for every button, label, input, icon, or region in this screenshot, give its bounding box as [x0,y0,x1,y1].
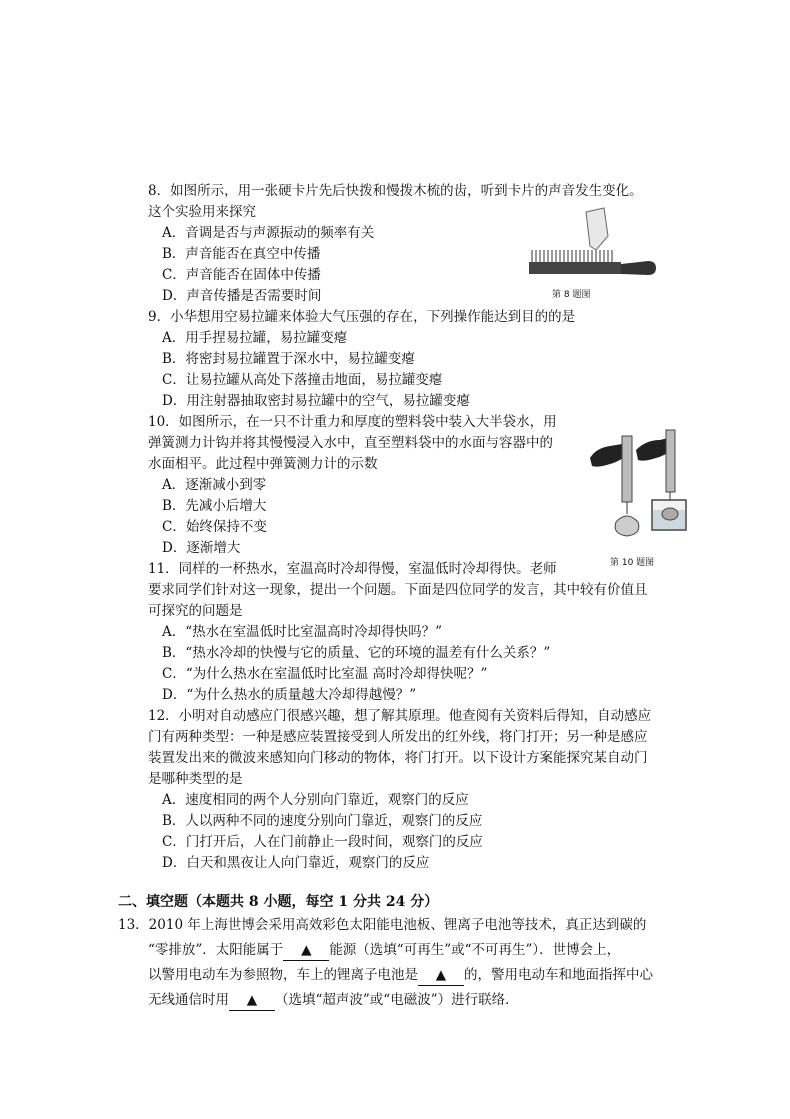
q12-stem-line3: 装置发出来的微波来感知向门移动的物体，将门打开。以下设计方案能探究某自动门 [148,750,648,766]
q11-option-d: D．“为什么热水的质量越大冷却得越慢？” [162,687,417,703]
q10-stem-line3: 水面相平。此过程中弹簧测力计的示数 [148,456,378,472]
q8-option-b: B．声音能否在真空中传播 [162,246,321,262]
q13-line3-text-a: 以警用电动车为参照物，车上的锂离子电池是 [148,967,418,983]
q11-stem-line1: 11．同样的一杯热水，室温高时冷却得慢，室温低时冷却得快。老师 [148,561,557,577]
q12-stem-line4: 是哪种类型的是 [148,771,243,787]
q11-option-a: A．“热水在室温低时比室温高时冷却得快吗？” [162,624,443,640]
q13-blank-1[interactable]: ▲ [283,940,329,961]
q11-stem-line3: 可探究的问题是 [148,603,243,619]
q8-figure-caption: 第 8 题图 [552,290,591,300]
q12-option-d: D．白天和黑夜让人向门靠近，观察门的反应 [162,855,430,871]
q9-option-b: B．将密封易拉罐置于深水中，易拉罐变瘪 [162,351,415,367]
q10-option-d: D．逐渐增大 [162,540,241,556]
q9-stem: 9．小华想用空易拉罐来体验大气压强的存在，下列操作能达到目的的是 [148,309,576,325]
comb-handle [621,261,656,275]
q12-option-c: C．门打开后，人在门前静止一段时间，观察门的反应 [162,834,483,850]
q8-option-c: C．声音能否在固体中传播 [162,267,321,283]
comb-teeth [532,250,612,264]
q13-line2-text-a: “零排放”．太阳能属于 [148,942,284,958]
spring-scale-figure [588,422,688,550]
q10-option-b: B．先减小后增大 [162,498,267,514]
q11-option-b: B．“热水冷却的快慢与它的质量、它的环境的温差有什么关系？” [162,645,551,661]
q8-option-d: D．声音传播是否需要时间 [162,288,322,304]
q12-stem-line2: 门有两种类型：一种是感应装置接受到人所发出的红外线，将门打开；另一种是感应 [148,729,648,745]
q8-option-a: A．音调是否与声源振动的频率有关 [162,225,375,241]
q13-line4 [148,990,519,1011]
q13-line3-text-b: 的，警用电动车和地面指挥中心 [464,967,653,983]
section-title: 二、填空题（本题共 8 小题，每空 1 分共 24 分） [118,894,439,910]
q13-line4-text-a: 无线通信时用 [148,992,229,1008]
q9-option-a: A．用手捏易拉罐，易拉罐变瘪 [162,330,348,346]
q10-option-c: C．始终保持不变 [162,519,267,535]
q13-line3 [148,965,653,986]
q12-option-b: B．人以两种不同的速度分别向门靠近，观察门的反应 [162,813,483,829]
q12-option-a: A．速度相同的两个人分别向门靠近，观察门的反应 [162,792,469,808]
q11-stem-line2: 要求同学们针对这一现象，提出一个问题。下面是四位同学的发言，其中较有价值且 [148,582,648,598]
q9-option-d: D．用注射器抽取密封易拉罐中的空气，易拉罐变瘪 [162,393,470,409]
q11-option-c: C．“为什么热水在室温低时比室温 高时冷却得快呢？” [162,666,488,682]
q13-line1: 13．2010 年上海世博会采用高效彩色太阳能电池板、锂离子电池等技术，真正达到碳的 [118,917,647,933]
q10-option-a: A．逐渐减小到零 [162,477,267,493]
q13-line2-text-b: 能源（选填“可再生”或“不可再生”）．世博会上， [329,942,621,958]
q10-figure-caption: 第 10 题图 [610,558,655,568]
left-spring-scale [622,436,632,502]
comb-card-figure [526,206,658,280]
q10-stem-line1: 10．如图所示，在一只不计重力和厚度的塑料袋中装入大半袋水，用 [148,414,557,430]
water-bag-icon [615,516,639,536]
comb-spine [529,262,621,274]
q9-option-c: C．让易拉罐从高处下落撞击地面，易拉罐变瘪 [162,372,443,388]
q13-blank-2[interactable]: ▲ [418,965,464,986]
q8-stem-line2: 这个实验用来探究 [148,204,256,220]
q10-stem-line2: 弹簧测力计钩并将其慢慢浸入水中，直至塑料袋中的水面与容器中的 [148,435,553,451]
right-spring-scale [666,430,675,492]
card-icon [586,208,608,250]
q8-stem-line1: 8．如图所示，用一张硬卡片先后快拨和慢拨木梳的齿，听到卡片的声音发生变化。 [148,183,643,199]
q13-blank-3[interactable]: ▲ [229,990,275,1011]
q13-line2 [148,940,620,961]
q12-stem-line1: 12．小明对自动感应门很感兴趣，想了解其原理。他查阅有关资料后得知，自动感应 [148,708,652,724]
q13-line4-text-b: （选填“超声波”或“电磁波”）进行联络． [275,992,519,1008]
